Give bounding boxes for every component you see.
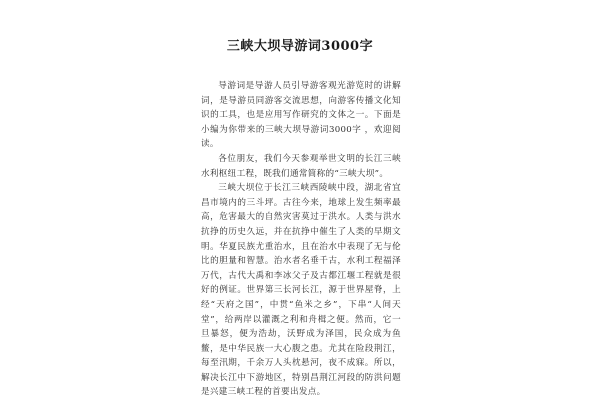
paragraph-dam-description: 三峡大坝位于长江三峡西陵峡中段，湖北省宜昌市境内的三斗坪。古往今来，地球上发生频率最高，危害最大的自然灾害莫过于洪水。人类与洪水抗挣的历史久远，并在抗挣中催生了人类的早期文明。华夏民族尤重治水，且在治水中表现了无与伦比的胆量和智慧。治水者名垂千古，水利工程福泽万代，古代大禹和李冰父子及古都江堰工程就是很好的例证。世界第三长河长江，源于世界屋脊，上经“天府之国”，中贯“鱼米之乡”，下串“人间天堂”，给两岸以灌溉之利和舟楫之便。然而，它一旦暴怒，便为浩劫，沃野成为泽国，民众成为鱼鳖，是中华民族一大心腹之患。尤其在险段荆江，每至汛期，千余万人头枕悬河，夜不成寐。所以，解决长江中下游地区，特别昌荆江河段的防洪问题是兴建三峡工程的首要出发点。 <box>201 183 401 398</box>
paragraph-greeting: 各位朋友，我们今天参观举世文明的长江三峡水利枢纽工程，既我们通常简称的“三峡大坝”。 <box>201 153 401 179</box>
paragraph-intro: 导游词是导游人员引导游客观光游览时的讲解词，是导游员同游客交流思想，向游客传播文化知识的工具，也是应用写作研究的文体之一。下面是小编为你带来的三峡大坝导游词3000字 ，欢迎阅读。 <box>201 81 401 150</box>
document-title: 三峡大坝导游词3000字 <box>226 39 374 54</box>
document-body <box>201 79 401 400</box>
